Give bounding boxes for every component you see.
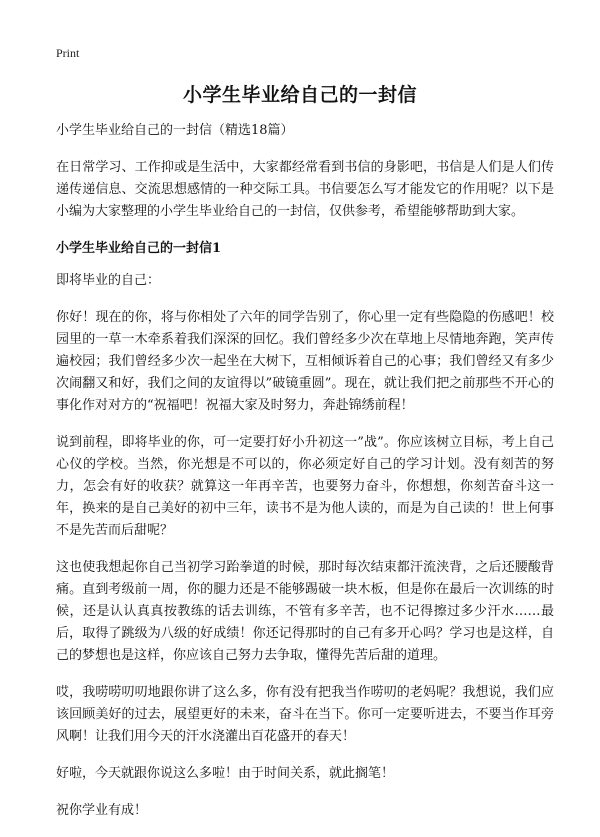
print-link[interactable]: Print <box>56 46 80 60</box>
letter-paragraph: 说到前程，即将毕业的你，可一定要打好小升初这一”战”。你应该树立目标，考上自己心仪的学校。当然，你光想是不可以的，你必须定好自己的学习计划。没有刻苦的努力，怎会有好的收获？就算这一年再辛苦，也要努力奋斗，你想想，你刻苦奋斗这一年，换来的是自己美好的初中三年，读书不是为他人读的，而是为自己读的！世上何事不是先苦而后甜呢？ <box>56 435 554 538</box>
letter-paragraph: 你好！现在的你，将与你相处了六年的同学告别了，你心里一定有些隐隐的伤感吧！校园里的一草一木牵系着我们深深的回忆。我们曾经多少次在草地上尽情地奔跑，笑声传遍校园；我们曾经多少次一起坐在大树下，互相倾诉着自己的心事；我们曾经又有多少次闹翻又和好，我们之间的友谊得以”破镜重圆”。现在，就让我们把之前那些不开心的事化作对对方的“祝福吧！祝福大家及时努力，奔赴锦绣前程！ <box>56 310 554 413</box>
letter-wish: 祝你学业有成！ <box>56 803 148 818</box>
document-subtitle: 小学生毕业给自己的一封信（精选18篇） <box>56 123 294 138</box>
letter-closing: 好啦，今天就跟你说这么多啦！由于时间关系，就此搁笔！ <box>56 766 395 781</box>
letter-paragraph: 这也使我想起你自己当初学习跆拳道的时候，那时每次结束都汗流浃背，之后还腰酸背痛。直到考级前一周，你的腿力还是不能够踢破一块木板，但是你在最后一次训练的时候，还是认认真真按教练的话去训练，不管有多辛苦，也不记得擦过多少汗水……最后，取得了跳级为八级的好成绩！你还记得那时的自己有多开心吗？学习也是这样，自己的梦想也是这样，你应该自己努力去争取，懂得先苦后甜的道理。 <box>56 560 554 663</box>
letter-paragraph: 哎，我唠唠叨叨地跟你讲了这么多，你有没有把我当作唠叨的老妈呢？我想说，我们应该回顾美好的过去，展望更好的未来，奋斗在当下。你可一定要听进去，不要当作耳旁风啊！让我们用今天的汗水浇灌出百花盛开的春天！ <box>56 685 554 744</box>
document-body <box>56 120 554 837</box>
page-title: 小学生毕业给自己的一封信 <box>182 84 417 106</box>
section-heading: 小学生毕业给自己的一封信1 <box>56 241 222 256</box>
letter-greeting: 即将毕业的自己： <box>56 273 161 288</box>
intro-paragraph: 在日常学习、工作抑或是生活中，大家都经常看到书信的身影吧，书信是人们是人们传递传递信息、交流思想感情的一种交际工具。书信要怎么写才能发它的作用呢？以下是小编为大家整理的小学生毕业给自己的一封信，仅供参考，希望能够帮助到大家。 <box>56 160 554 219</box>
